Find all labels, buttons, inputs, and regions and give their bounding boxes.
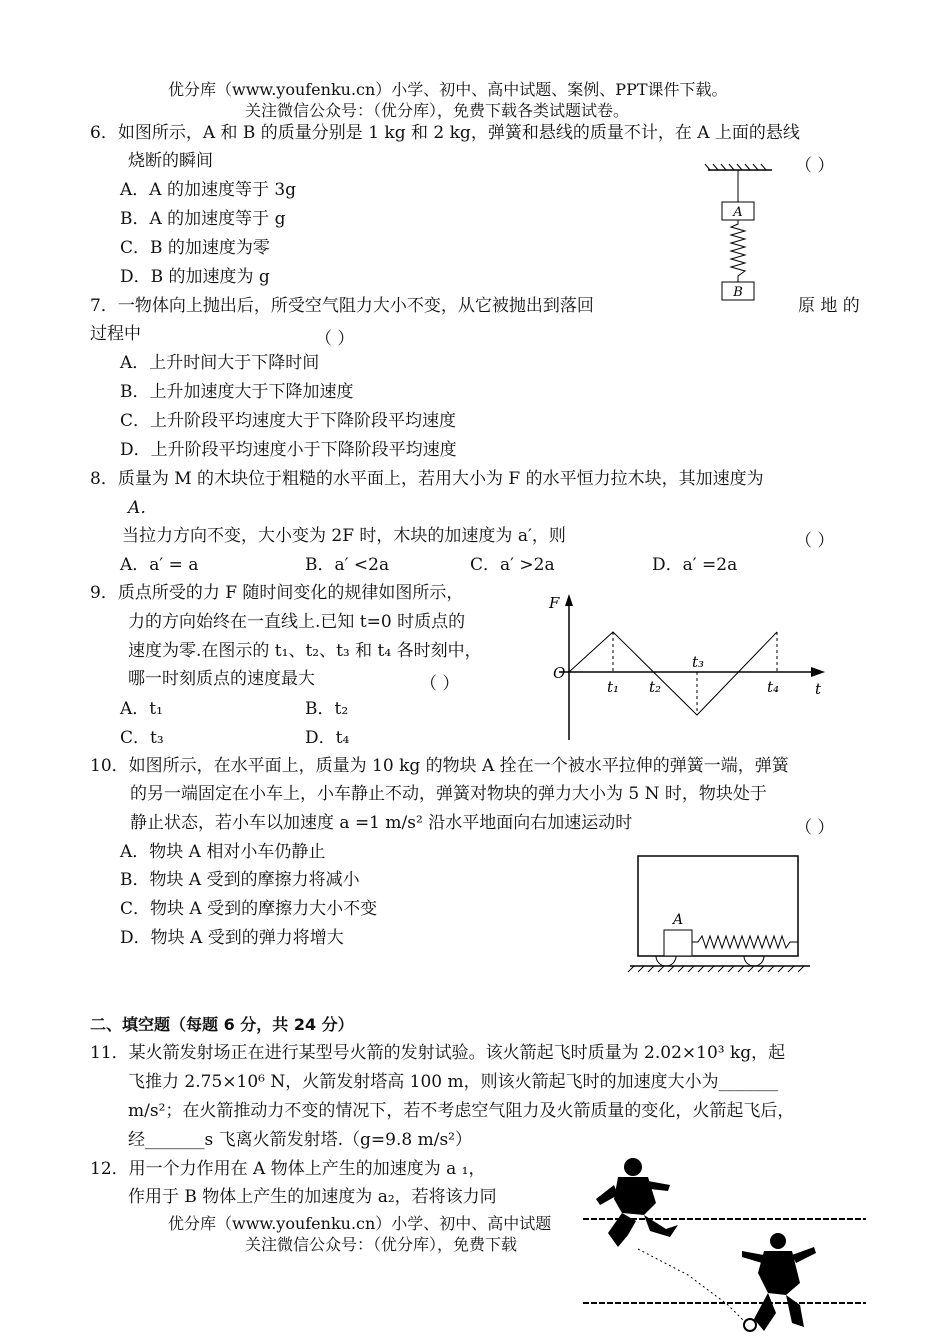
q9-axis-label-f: F [549,594,560,612]
q11-line-4: 经_______s 飞离火箭发射塔.（g=9.8 m/s²） [128,1130,472,1150]
header-line-1: 优分库（www.youfenku.cn）小学、初中、高中试题、案例、PPT课件下载。 [168,80,728,99]
q9-tick-t3: t₃ [692,653,705,671]
q6-option-b: B．A 的加速度等于 g [120,209,286,229]
q9-option-c: C．t₃ [120,728,164,748]
q8-stem-line-3: 当拉力方向不变，大小变为 2F 时，木块的加速度为 a′，则 [122,526,566,546]
q7-option-c: C．上升阶段平均速度大于下降阶段平均速度 [120,411,457,431]
q10-option-b: B．物块 A 受到的摩擦力将减小 [120,870,360,890]
q8-stem-line-1: 8．质量为 M 的木块位于粗糙的水平面上，若用大小为 F 的水平恒力拉木块，其加速度为 [90,469,764,489]
q6-fig-label-a: A [733,205,743,220]
q11-line-1: 11．某火箭发射场正在进行某型号火箭的发射试验。该火箭起飞时质量为 2.02×10³ kg，起 [90,1043,786,1063]
q9-option-d: D．t₄ [305,728,350,748]
q7-option-b: B．上升加速度大于下降加速度 [120,382,354,402]
q10-cart-figure [628,852,813,974]
section-2-title: 二、填空题（每题 6 分，共 24 分） [90,1015,354,1034]
q8-answer-paren: （ ） [795,531,835,551]
q6-fig-label-b: B [733,285,743,300]
q10-answer-paren: （ ） [795,818,835,838]
q9-tick-t1: t₁ [607,678,620,696]
q9-stem-line-1: 9．质点所受的力 F 随时间变化的规律如图所示， [90,583,464,603]
q7-stem-tail: 原 地 的 [798,296,860,316]
q6-stem-line-1: 6．如图所示，A 和 B 的质量分别是 1 kg 和 2 kg，弹簧和悬线的质量不计，在 A 上面的悬线 [90,123,800,143]
q9-tick-t2: t₂ [649,678,662,696]
q7-option-d: D．上升阶段平均速度小于下降阶段平均速度 [120,440,457,460]
q6-spring-figure [700,160,780,305]
q9-answer-paren: （ ） [420,674,460,694]
q6-option-d: D．B 的加速度为 g [120,267,270,287]
q10-option-d: D．物块 A 受到的弹力将增大 [120,928,344,948]
q8-option-b: B．a′ <2a [305,555,390,575]
q12-line-2: 作用于 B 物体上产生的加速度为 a₂，若将该力同 [128,1187,497,1207]
q10-stem-line-2: 的另一端固定在小车上，小车静止不动，弹簧对物块的弹力大小为 5 N 时，物块处于 [130,784,767,804]
q10-fig-label-a: A [672,912,684,928]
footer-line-1: 优分库（www.youfenku.cn）小学、初中、高中试题 [168,1214,552,1233]
q7-answer-paren: （ ） [315,329,355,349]
q8-stem-line-2: A． [128,498,158,518]
q9-option-b: B．t₂ [305,699,349,719]
q10-stem-line-3: 静止状态，若小车以加速度 a =1 m/s² 沿水平地面向右加速运动时 [130,813,633,833]
q9-option-a: A．t₁ [120,699,163,719]
q10-option-a: A．物块 A 相对小车仍静止 [120,842,326,862]
q10-stem-line-1: 10．如图所示，在水平面上，质量为 10 kg 的物块 A 拴在一个被水平拉伸的弹簧一端，弹簧 [90,756,789,776]
q12-soccer-players-image [578,1155,868,1340]
q10-option-c: C．物块 A 受到的摩擦力大小不变 [120,899,378,919]
q6-answer-paren: （ ） [795,156,835,176]
q9-origin-label: O [553,664,566,682]
q8-option-d: D．a′ =2a [652,555,738,575]
q6-option-c: C．B 的加速度为零 [120,238,270,258]
q8-option-c: C．a′ >2a [470,555,555,575]
q9-stem-line-4: 哪一时刻质点的速度最大 [128,669,315,689]
q6-stem-line-2: 烧断的瞬间 [128,151,213,171]
q7-option-a: A．上升时间大于下降时间 [120,353,320,373]
q11-line-2: 飞推力 2.75×10⁶ N，火箭发射塔高 100 m，则该火箭起飞时的加速度大小为_______ [128,1072,779,1092]
q9-stem-line-2: 力的方向始终在一直线上.已知 t=0 时质点的 [128,612,466,632]
q9-stem-line-3: 速度为零.在图示的 t₁、t₂、t₃ 和 t₄ 各时刻中， [128,641,482,661]
q6-option-a: A．A 的加速度等于 3g [120,180,297,200]
q12-line-1: 12．用一个力作用在 A 物体上产生的加速度为 a ₁， [90,1159,486,1179]
q9-force-time-graph [545,590,835,745]
header-line-2: 关注微信公众号：（优分库），免费下载各类试题试卷。 [245,101,630,120]
footer-line-2: 关注微信公众号：（优分库），免费下载 [245,1235,518,1254]
q11-line-3: m/s²；在火箭推动力不变的情况下，若不考虑空气阻力及火箭质量的变化，火箭起飞后， [128,1101,795,1121]
q9-tick-t4: t₄ [767,678,780,696]
q7-stem-line-2: 过程中 [90,324,141,344]
q9-axis-label-t: t [815,680,822,698]
q7-stem-line-1: 7．一物体向上抛出后，所受空气阻力大小不变，从它被抛出到落回 [90,296,594,316]
q8-option-a: A．a′ = a [120,555,199,575]
